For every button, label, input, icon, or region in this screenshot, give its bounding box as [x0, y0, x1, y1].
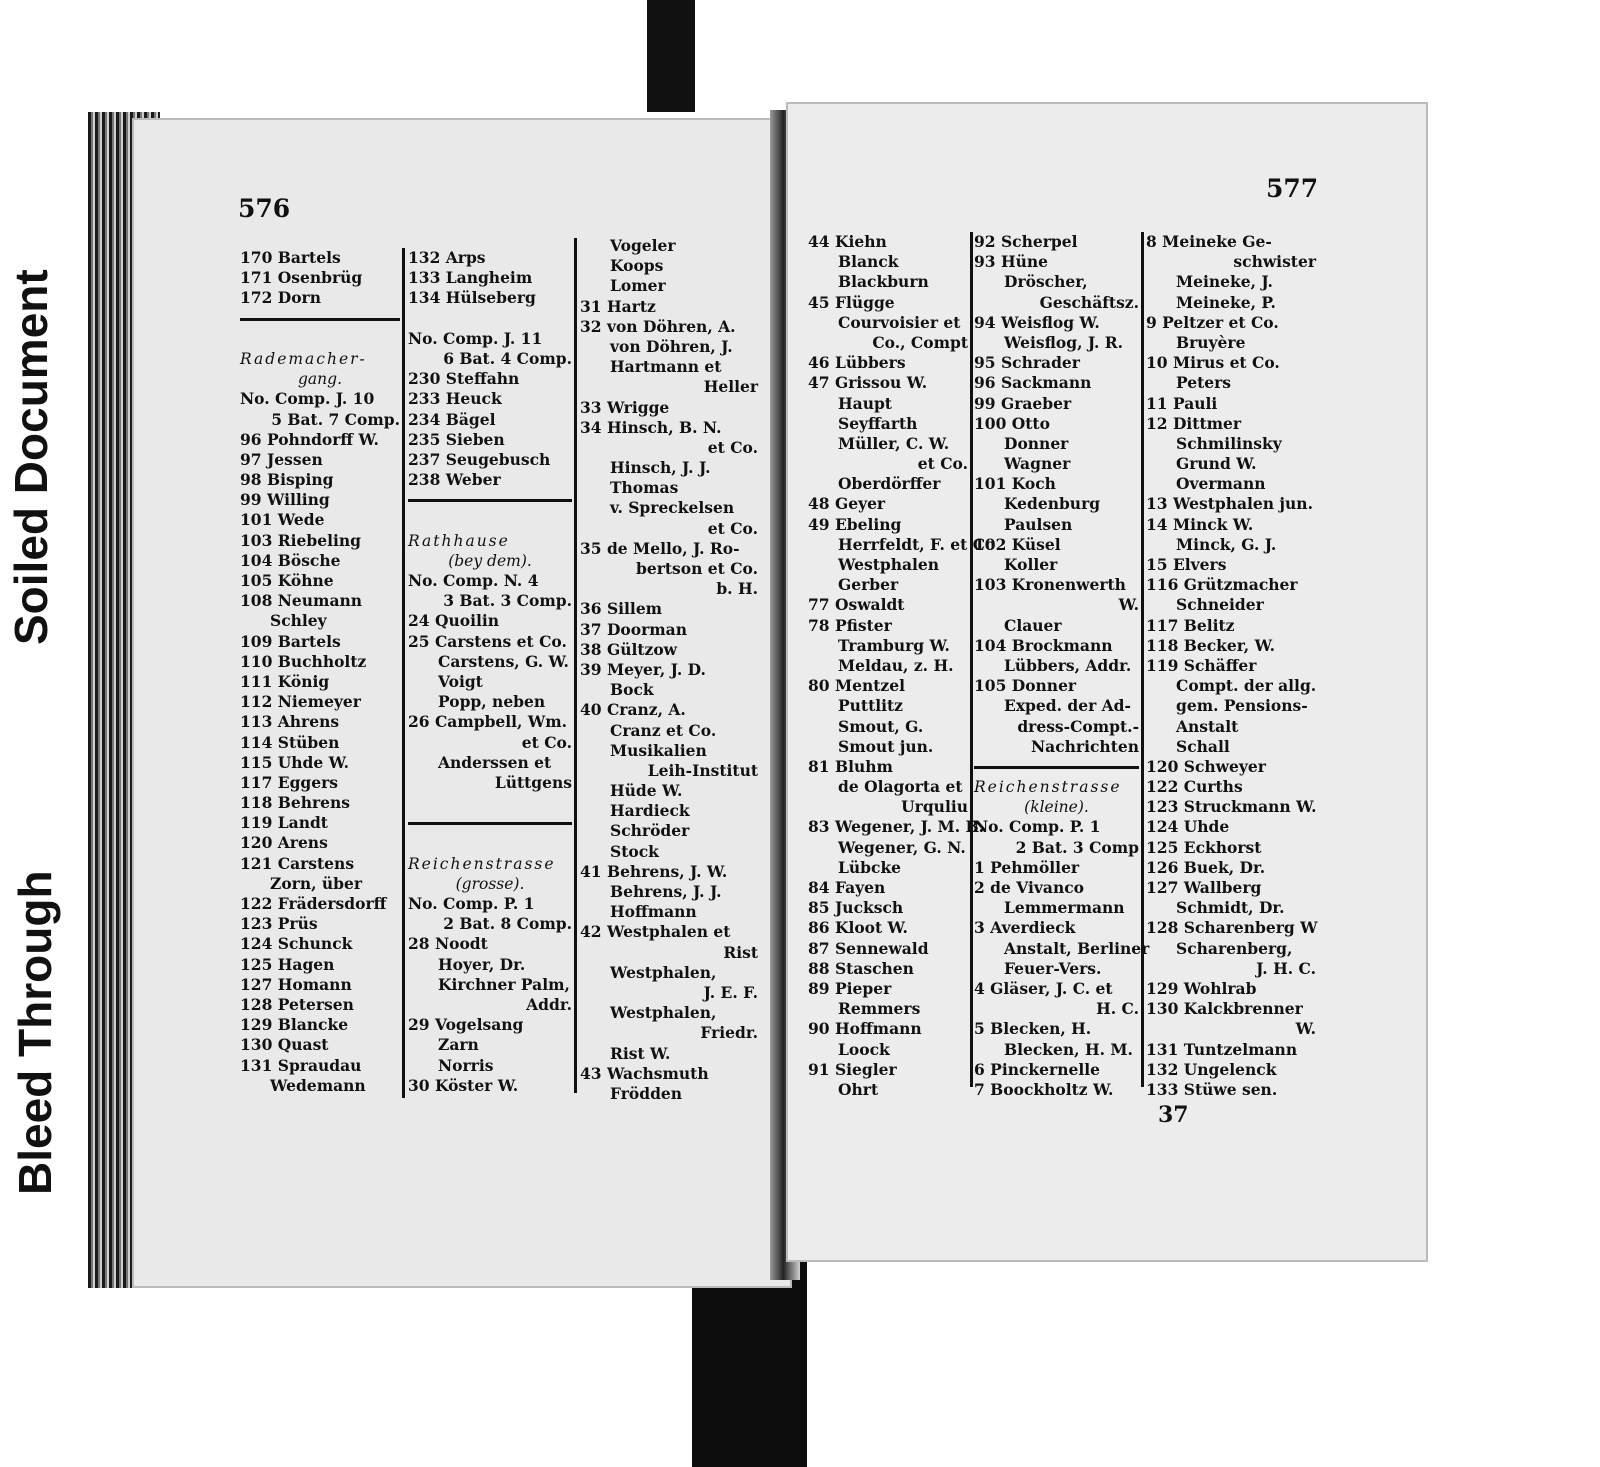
directory-entry: Anstalt [1176, 716, 1239, 736]
directory-entry: 120 Arens [240, 833, 328, 853]
directory-entry: 125 Hagen [240, 954, 335, 974]
directory-entry: Koops [610, 256, 664, 276]
directory-entry: Addr. [526, 994, 572, 1014]
right-column-2 [974, 232, 1150, 1100]
directory-entry: bertson et Co. [636, 559, 758, 578]
directory-entry: 103 Kronenwerth [974, 575, 1126, 595]
street-subheading: gang. [298, 370, 342, 389]
directory-entry: 84 Fayen [808, 878, 886, 897]
directory-entry: 38 Gültzow [580, 639, 678, 659]
directory-entry: 91 Siegler [808, 1059, 897, 1079]
directory-entry: 97 Jessen [240, 449, 323, 469]
directory-entry: 37 Doorman [580, 619, 687, 639]
directory-entry: 128 Scharenberg W [1146, 918, 1318, 938]
directory-entry: 109 Bartels [240, 631, 341, 651]
section-rule [408, 813, 572, 833]
directory-entry: Hardieck [610, 801, 690, 821]
directory-entry [408, 510, 572, 530]
directory-entry: Ohrt [838, 1079, 879, 1099]
directory-entry: et Co. [917, 454, 968, 474]
directory-entry: J. E. F. [703, 982, 758, 1002]
directory-entry: No. Comp. J. 11 [408, 328, 543, 348]
directory-entry: 28 Noodt [408, 934, 488, 954]
directory-entry: Voigt [438, 671, 483, 691]
directory-entry: 41 Behrens, J. W. [580, 861, 728, 881]
directory-entry: 110 Buchholtz [240, 651, 367, 671]
directory-entry [408, 793, 572, 813]
directory-entry: 127 Homann [240, 974, 352, 994]
directory-entry: Koller [1004, 555, 1058, 574]
directory-entry: Nachrichten [1031, 736, 1139, 756]
directory-entry: Hoffmann [610, 902, 697, 922]
directory-entry: Minck, G. J. [1176, 534, 1277, 554]
directory-entry: 96 Pohndorff W. [240, 429, 379, 449]
directory-entry: Schall [1176, 736, 1230, 756]
directory-entry: 42 Westphalen et [580, 922, 731, 942]
directory-entry: 133 Langheim [408, 268, 533, 288]
directory-entry: 49 Ebeling [808, 514, 902, 534]
directory-entry: 24 Quoilin [408, 611, 500, 631]
directory-entry: 45 Flügge [808, 292, 895, 312]
directory-entry: 237 Seugebusch [408, 449, 551, 469]
directory-entry: 89 Pieper [808, 978, 892, 998]
directory-entry: Schley [270, 611, 327, 631]
directory-entry: 134 Hülseberg [408, 288, 536, 308]
directory-entry: 93 Hüne [974, 252, 1049, 272]
directory-entry: Wegener, G. N. [838, 837, 966, 857]
directory-entry: 113 Ahrens [240, 712, 340, 732]
directory-entry: de Olagorta et [838, 777, 963, 797]
directory-entry: 123 Prüs [240, 914, 318, 934]
directory-entry: b. H. [716, 579, 758, 599]
directory-entry: Zarn [438, 1035, 479, 1055]
directory-entry [408, 833, 572, 853]
directory-entry: 78 Pfister [808, 615, 892, 635]
directory-entry: Oberdörffer [838, 474, 941, 494]
right-page-number: 577 [1266, 174, 1319, 203]
directory-entry: Schneider [1176, 595, 1264, 615]
directory-entry: Wagner [1004, 454, 1071, 474]
left-page [132, 118, 792, 1288]
directory-entry: 95 Schrader [974, 353, 1080, 373]
directory-entry: Zorn, über [270, 873, 363, 893]
directory-entry: 108 Neumann [240, 591, 363, 611]
directory-entry: 101 Wede [240, 510, 325, 530]
directory-entry: H. C. [1096, 999, 1139, 1019]
directory-entry: 104 Bösche [240, 550, 341, 570]
directory-entry: No. Comp. J. 10 [240, 389, 375, 409]
directory-entry: Seyffarth [838, 413, 918, 433]
directory-entry: 85 Jucksch [808, 898, 904, 918]
directory-entry: Rist W. [610, 1043, 671, 1063]
directory-entry: 31 Hartz [580, 296, 656, 316]
directory-entry: 77 Oswaldt [808, 595, 905, 615]
directory-entry: 124 Uhde [1146, 817, 1230, 837]
directory-entry: Puttlitz [838, 696, 903, 716]
directory-entry: Gerber [838, 575, 899, 595]
directory-entry: 119 Schäffer [1146, 655, 1257, 675]
directory-entry: 112 Niemeyer [240, 692, 361, 712]
directory-entry: W. [1295, 1019, 1316, 1039]
directory-entry: schwister [1233, 252, 1316, 272]
directory-entry: 43 Wachsmuth [580, 1063, 709, 1083]
directory-entry: Frödden [610, 1083, 683, 1103]
directory-entry: Meineke, J. [1176, 272, 1273, 292]
directory-entry: Westphalen, [610, 962, 717, 982]
directory-entry: 6 Bat. 4 Comp. [443, 348, 572, 368]
side-label-bleed: Bleed Through [9, 870, 61, 1195]
directory-entry: Courvoisier et [838, 312, 961, 332]
directory-entry: 5 Blecken, H. [974, 1019, 1092, 1039]
street-subheading: (kleine). [1024, 798, 1089, 817]
directory-entry: Cranz et Co. [610, 720, 717, 740]
directory-entry: v. Spreckelsen [610, 498, 735, 518]
directory-entry: Blanck [838, 252, 899, 272]
directory-entry: 170 Bartels [240, 248, 341, 267]
directory-entry: 131 Tuntzelmann [1146, 1039, 1298, 1059]
directory-entry: 127 Wallberg [1146, 878, 1262, 897]
section-rule [408, 490, 572, 510]
left-page-number: 576 [238, 194, 291, 223]
directory-entry: Lomer [610, 276, 666, 296]
street-heading: Rathhause [408, 531, 510, 550]
directory-entry: Thomas [610, 478, 679, 498]
directory-entry: Blecken, H. M. [1004, 1039, 1133, 1059]
directory-entry: 133 Stüwe sen. [1146, 1079, 1278, 1099]
right-page [786, 102, 1428, 1262]
directory-entry: Anstalt, Berliner [1004, 938, 1150, 958]
side-label-soiled: Soiled Document [5, 269, 57, 645]
directory-entry: Behrens, J. J. [610, 882, 722, 901]
directory-entry: Popp, neben [438, 692, 546, 712]
side-label-soiled-box [2, 150, 57, 650]
directory-entry: Lemmermann [1004, 898, 1125, 918]
directory-entry: 120 Schweyer [1146, 756, 1266, 776]
directory-entry: 111 König [240, 671, 330, 691]
directory-entry: 83 Wegener, J. M. B. [808, 817, 985, 837]
street-heading: Reichenstrasse [408, 854, 556, 873]
directory-entry: 233 Heuck [408, 389, 502, 409]
directory-entry: et Co. [521, 732, 572, 752]
directory-entry: 47 Grissou W. [808, 373, 928, 393]
directory-entry: 2 Bat. 8 Comp. [443, 914, 572, 934]
scan-background-top [647, 0, 695, 112]
left-column-3 [580, 236, 758, 1104]
directory-entry: Kirchner Palm, [438, 974, 570, 994]
directory-entry: 3 Bat. 3 Comp. [443, 591, 572, 611]
directory-entry: 123 Struckmann W. [1146, 797, 1317, 817]
directory-entry: 2 de Vivanco [974, 878, 1085, 897]
directory-entry: 99 Willing [240, 490, 330, 510]
directory-entry: 8 Meineke Ge- [1146, 232, 1272, 251]
directory-entry: gem. Pensions- [1176, 696, 1308, 716]
directory-entry: 122 Frädersdorff [240, 894, 387, 913]
directory-entry: 115 Uhde W. [240, 752, 350, 772]
directory-entry: 5 Bat. 7 Comp. [271, 409, 400, 429]
directory-entry: 9 Peltzer et Co. [1146, 312, 1279, 332]
directory-entry: Smout jun. [838, 736, 934, 756]
section-rule [974, 757, 1139, 777]
signature-mark: 37 [1158, 1102, 1189, 1128]
directory-entry: Wedemann [270, 1075, 366, 1095]
directory-entry: et Co. [707, 518, 758, 538]
directory-entry: Paulsen [1004, 514, 1073, 534]
directory-entry: 124 Schunck [240, 934, 353, 954]
directory-entry: 4 Gläser, J. C. et [974, 978, 1113, 998]
directory-entry: 129 Blancke [240, 1015, 349, 1035]
directory-entry: 32 von Döhren, A. [580, 316, 736, 336]
directory-entry: 122 Curths [1146, 777, 1243, 797]
directory-entry: 171 Osenbrüg [240, 268, 363, 288]
directory-entry: 35 de Mello, J. Ro- [580, 538, 740, 558]
directory-entry: 90 Hoffmann [808, 1019, 922, 1039]
directory-entry: 119 Landt [240, 813, 328, 833]
directory-entry: Co., Compt [872, 332, 968, 352]
directory-entry: No. Comp. P. 1 [974, 817, 1101, 837]
directory-entry: 129 Wohlrab [1146, 978, 1257, 998]
directory-entry: 1 Pehmöller [974, 857, 1080, 877]
column-rule [574, 238, 577, 1093]
street-heading: Rademacher- [240, 349, 367, 368]
directory-entry: 130 Quast [240, 1035, 329, 1055]
directory-entry: 10 Mirus et Co. [1146, 353, 1280, 373]
directory-entry: Bock [610, 680, 654, 700]
street-heading: Reichenstrasse [974, 778, 1122, 797]
directory-entry: Lübcke [838, 857, 902, 877]
directory-entry: Tramburg W. [838, 635, 950, 655]
directory-entry: Feuer-Vers. [1004, 958, 1102, 978]
directory-entry: 36 Sillem [580, 599, 663, 619]
directory-entry: 44 Kiehn [808, 232, 887, 251]
directory-entry: 39 Meyer, J. D. [580, 659, 706, 679]
directory-entry: 11 Pauli [1146, 393, 1218, 413]
directory-entry: W. [1118, 595, 1139, 615]
directory-entry: Haupt [838, 393, 892, 413]
directory-entry: Rist [723, 942, 758, 962]
directory-entry: No. Comp. N. 4 [408, 571, 539, 590]
directory-entry: Müller, C. W. [838, 433, 950, 453]
directory-entry: Kedenburg [1004, 494, 1101, 514]
left-column-2 [408, 248, 572, 1096]
directory-entry: 116 Grützmacher [1146, 575, 1298, 595]
directory-entry: Bruyère [1176, 332, 1246, 352]
directory-entry: No. Comp. P. 1 [408, 894, 535, 913]
directory-entry: Westphalen [838, 555, 940, 574]
directory-entry: Schmilinsky [1176, 433, 1282, 453]
directory-entry: Hartmann et [610, 357, 722, 377]
directory-entry: 99 Graeber [974, 393, 1072, 413]
directory-entry: Smout, G. [838, 716, 924, 736]
directory-entry: 131 Spraudau [240, 1055, 362, 1075]
street-subheading: (grosse). [455, 874, 525, 893]
directory-entry: Carstens, G. W. [438, 651, 569, 671]
directory-entry: 94 Weisflog W. [974, 312, 1100, 332]
directory-entry: 238 Weber [408, 470, 501, 490]
directory-entry [240, 329, 400, 349]
directory-entry: 130 Kalckbrenner [1146, 999, 1303, 1019]
directory-entry: Exped. der Ad- [1004, 696, 1131, 716]
directory-entry: 87 Sennewald [808, 938, 929, 958]
directory-entry: 3 Averdieck [974, 918, 1076, 938]
directory-entry: 121 Carstens [240, 853, 355, 873]
directory-entry: Schröder [610, 821, 690, 841]
directory-entry: Loock [838, 1039, 890, 1059]
directory-entry: 118 Behrens [240, 793, 351, 813]
directory-entry: 14 Minck W. [1146, 514, 1254, 534]
directory-entry: 235 Sieben [408, 429, 505, 449]
directory-entry: 33 Wrigge [580, 397, 670, 417]
directory-entry: 118 Becker, W. [1146, 635, 1275, 655]
directory-entry: Peters [1176, 373, 1232, 393]
directory-entry: 48 Geyer [808, 494, 886, 514]
directory-entry: 13 Westphalen jun. [1146, 494, 1313, 514]
directory-entry: 80 Mentzel [808, 676, 905, 696]
directory-entry: Urquliu [901, 797, 968, 817]
directory-entry: 103 Riebeling [240, 530, 361, 550]
directory-entry: Leih-Institut [647, 760, 758, 780]
directory-entry: 29 Vogelsang [408, 1015, 524, 1035]
directory-entry: 234 Bägel [408, 409, 496, 429]
directory-entry: dress-Compt.- [1017, 716, 1139, 736]
directory-entry: Geschäftsz. [1039, 292, 1139, 312]
directory-entry: 25 Carstens et Co. [408, 631, 567, 651]
directory-entry: 172 Dorn [240, 288, 321, 308]
directory-entry: Musikalien [610, 740, 707, 760]
directory-entry: Meldau, z. H. [838, 655, 954, 675]
column-rule [1141, 232, 1144, 1087]
directory-entry: 30 Köster W. [408, 1075, 519, 1095]
directory-entry: Clauer [1004, 615, 1062, 635]
directory-entry: 7 Boockholtz W. [974, 1079, 1114, 1099]
directory-entry: Vogeler [610, 236, 676, 255]
directory-entry: 114 Stüben [240, 732, 340, 752]
directory-entry: Stock [610, 841, 659, 861]
directory-entry: Meineke, P. [1176, 292, 1276, 312]
directory-entry: Lüttgens [494, 772, 572, 792]
directory-entry: Schmidt, Dr. [1176, 898, 1285, 918]
directory-entry: 86 Kloot W. [808, 918, 908, 938]
directory-entry: Lübbers, Addr. [1004, 655, 1132, 675]
directory-entry: Donner [1004, 433, 1069, 453]
directory-entry: 230 Steffahn [408, 369, 520, 389]
directory-entry: Hinsch, J. J. [610, 458, 711, 478]
directory-entry: 102 Küsel [974, 534, 1061, 554]
directory-entry: 40 Cranz, A. [580, 700, 686, 720]
street-subheading: (bey dem). [448, 551, 532, 570]
directory-entry: 117 Eggers [240, 772, 338, 792]
directory-entry: 126 Buek, Dr. [1146, 857, 1266, 877]
directory-entry: 34 Hinsch, B. N. [580, 417, 722, 437]
directory-entry: 15 Elvers [1146, 555, 1227, 574]
directory-entry: 100 Otto [974, 413, 1050, 433]
directory-entry: 101 Koch [974, 474, 1056, 494]
directory-entry: 132 Arps [408, 248, 486, 267]
directory-entry: Norris [438, 1055, 494, 1075]
right-column-1 [808, 232, 996, 1100]
directory-entry: 12 Dittmer [1146, 413, 1242, 433]
column-rule [402, 248, 405, 1098]
directory-entry: Compt. der allg. [1176, 676, 1317, 696]
directory-entry: Dröscher, [1004, 272, 1088, 292]
left-column-1 [240, 248, 400, 1096]
directory-entry: J. H. C. [1256, 958, 1316, 978]
directory-entry: 92 Scherpel [974, 232, 1078, 251]
directory-entry: Remmers [838, 999, 921, 1019]
directory-entry: 46 Lübbers [808, 353, 906, 373]
directory-entry: Friedr. [700, 1023, 758, 1043]
section-rule [240, 309, 400, 329]
directory-entry: 88 Staschen [808, 958, 914, 978]
right-column-3 [1146, 232, 1316, 1100]
directory-entry [408, 309, 572, 329]
directory-entry: 96 Sackmann [974, 373, 1092, 393]
directory-entry: Overmann [1176, 474, 1266, 494]
directory-entry: Hoyer, Dr. [438, 954, 526, 974]
directory-entry: Anderssen et [438, 752, 552, 772]
directory-entry: Blackburn [838, 272, 929, 292]
directory-entry: 132 Ungelenck [1146, 1059, 1277, 1079]
directory-entry: 117 Belitz [1146, 615, 1235, 635]
directory-entry: Westphalen, [610, 1003, 717, 1023]
directory-entry: 26 Campbell, Wm. [408, 712, 568, 732]
directory-entry: 98 Bisping [240, 470, 334, 490]
directory-entry: 104 Brockmann [974, 635, 1113, 655]
directory-entry: von Döhren, J. [610, 336, 733, 356]
directory-entry: Weisflog, J. R. [1004, 332, 1124, 352]
directory-entry: 6 Pinckernelle [974, 1059, 1100, 1079]
directory-entry: 105 Donner [974, 676, 1077, 696]
directory-entry: Hüde W. [610, 781, 683, 801]
directory-entry: Grund W. [1176, 454, 1257, 474]
directory-entry: et Co. [707, 437, 758, 457]
directory-entry: 125 Eckhorst [1146, 837, 1262, 857]
directory-entry: Herrfeldt, F. et Co [838, 534, 996, 554]
directory-entry: 81 Bluhm [808, 756, 893, 776]
directory-entry: 128 Petersen [240, 994, 354, 1014]
directory-entry: Heller [703, 377, 758, 397]
column-rule [970, 232, 973, 1087]
directory-entry: Scharenberg, [1176, 938, 1293, 958]
directory-entry: 105 Köhne [240, 571, 334, 590]
directory-entry: 2 Bat. 3 Comp [1015, 837, 1139, 857]
